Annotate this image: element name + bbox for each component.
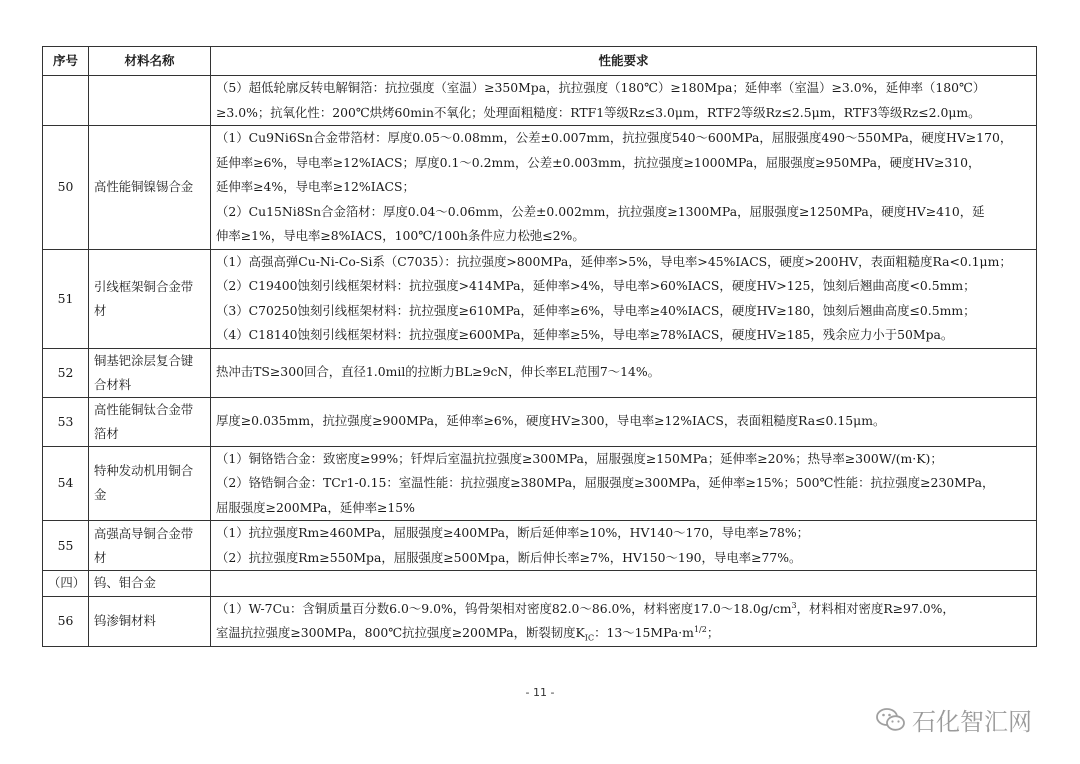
material-name: 高强高导铜合金带材 xyxy=(89,521,211,571)
requirement-line: 延伸率≥4%，导电率≥12%IACS； xyxy=(216,179,415,194)
row-no: 56 xyxy=(43,596,89,646)
table-row xyxy=(43,76,1037,126)
requirements-cell xyxy=(211,596,1037,646)
row-no: 50 xyxy=(43,126,89,250)
row-no: 51 xyxy=(43,249,89,348)
requirement-line: （1）高强高弹Cu-Ni-Co-Si系（C7035）：抗拉强度>800MPa，延伸率>5%，导电率>45%IACS，硬度>200HV，表面粗糙度Ra<0.1μm； xyxy=(216,253,1012,269)
material-name: 钨渗铜材料 xyxy=(89,596,211,646)
requirement-line: （3）C70250蚀刻引线框架材料：抗拉强度≥610MPa，延伸率≥6%，导电率≥40%IACS，硬度HV≥180，蚀刻后翘曲高度≤0.5mm； xyxy=(216,302,976,318)
requirement-line: （1）铜铬锆合金：致密度≥99%；钎焊后室温抗拉强度≥300MPa，屈服强度≥150MPa；延伸率≥20%；热导率≥300W/(m·K)； xyxy=(216,450,943,466)
table-row xyxy=(43,446,1037,521)
requirement-line: ≥3.0%；抗氧化性：200℃烘烤60min不氧化；处理面粗糙度：RTF1等级Rz≤3.0μm，RTF2等级Rz≤2.5μm，RTF3等级Rz≤2.0μm。 xyxy=(216,104,981,120)
material-name: 特种发动机用铜合金 xyxy=(89,446,211,521)
requirement-line: （2）Cu15Ni8Sn合金箔材：厚度0.04～0.06mm，公差±0.002mm，抗拉强度≥1300MPa，屈服强度≥1250MPa，硬度HV≥410，延 xyxy=(216,203,985,219)
requirement-line: （5）超低轮廓反转电解铜箔：抗拉强度（室温）≥350Mpa，抗拉强度（180℃）≥180Mpa；延伸率（室温）≥3.0%，延伸率（180℃） xyxy=(216,80,986,95)
requirement-line: （1）W-7Cu：含铜质量百分数6.0～9.0%，钨骨架相对密度82.0～86.0%，材料密度$17.0\sim 18.0g/cm^3$，材料相对密度R≥97.0%， xyxy=(216,600,955,616)
table-header-row xyxy=(43,47,1037,76)
requirement-line: （2）C19400蚀刻引线框架材料：抗拉强度>414MPa，延伸率>4%，导电率>60%IACS，硬度HV>125，蚀刻后翘曲高度<0.5mm； xyxy=(216,278,976,293)
section-no: （四） xyxy=(43,571,89,597)
requirement-line: 热冲击TS≥300回合，直径1.0mil的拉断力BL≥9cN，伸长率EL范围7～14%。 xyxy=(216,364,661,380)
requirement-line: 延伸率≥6%，导电率≥12%IACS；厚度0.1～0.2mm，公差±0.003mm，抗拉强度≥1000MPa，屈服强度≥950MPa，硬度HV≥310， xyxy=(216,154,981,170)
row-no: 55 xyxy=(43,521,89,571)
table-row xyxy=(43,397,1037,446)
row-no xyxy=(43,76,89,126)
table-row xyxy=(43,521,1037,571)
material-name xyxy=(89,76,211,126)
requirement-line: （2）抗拉强度Rm≥550Mpa，屈服强度≥500Mpa，断后伸长率≥7%，HV150～190，导电率≥77%。 xyxy=(216,549,802,565)
material-name: 高性能铜钛合金带箔材 xyxy=(89,397,211,446)
material-name: 高性能铜镍锡合金 xyxy=(89,126,211,250)
requirement-line: 厚度≥0.035mm，抗拉强度≥900MPa，延伸率≥6%，硬度HV≥300，导电率≥12%IACS，表面粗糙度Ra≤0.15μm。 xyxy=(216,413,886,429)
watermark xyxy=(876,702,1032,737)
table-row xyxy=(43,596,1037,646)
table-row xyxy=(43,126,1037,250)
section-empty-cell xyxy=(211,571,1037,597)
requirement-line: 伸率≥1%，导电率≥8%IACS，100℃/100h条件应力松弛≤2%。 xyxy=(216,228,585,243)
requirements-cell xyxy=(211,76,1037,126)
requirements-cell xyxy=(211,446,1037,521)
row-no: 53 xyxy=(43,397,89,446)
table-row xyxy=(43,249,1037,348)
section-row xyxy=(43,571,1037,597)
col-header-name: 材料名称 xyxy=(89,47,211,76)
col-header-no: 序号 xyxy=(43,47,89,76)
requirements-cell xyxy=(211,348,1037,397)
watermark-text: 石化智汇网 xyxy=(912,708,1032,736)
row-no: 52 xyxy=(43,348,89,397)
requirement-line: 室温抗拉强度≥300MPa，800℃抗拉强度≥200MPa，断裂韧度$K_{IC}$：$13\sim 15MPa\cdot m^{1/2}$； xyxy=(216,624,720,643)
section-title: 钨、钼合金 xyxy=(89,571,211,597)
requirements-cell xyxy=(211,521,1037,571)
material-name: 铜基钯涂层复合键合材料 xyxy=(89,348,211,397)
requirements-cell xyxy=(211,397,1037,446)
page-number: - 11 - xyxy=(525,686,555,699)
table-row xyxy=(43,348,1037,397)
row-no: 54 xyxy=(43,446,89,521)
col-header-req: 性能要求 xyxy=(211,47,1037,76)
requirements-cell xyxy=(211,126,1037,250)
requirement-line: （4）C18140蚀刻引线框架材料：抗拉强度≥600MPa，延伸率≥5%，导电率≥78%IACS，硬度HV≥185，残余应力小于50Mpa。 xyxy=(216,327,954,342)
requirement-line: 屈服强度≥200MPa，延伸率≥15% xyxy=(216,499,415,515)
requirement-line: （1）Cu9Ni6Sn合金带箔材：厚度0.05～0.08mm，公差±0.007mm，抗拉强度540～600MPa，屈服强度490～550MPa，硬度HV≥170， xyxy=(216,130,1013,145)
requirement-line: （2）铬锆铜合金：TCr1-0.15：室温性能：抗拉强度≥380MPa，屈服强度≥300MPa，延伸率≥15%；500℃性能：抗拉强度≥230MPa， xyxy=(216,475,995,490)
requirement-line: （1）抗拉强度Rm≥460MPa，屈服强度≥400MPa，断后延伸率≥10%，HV140～170，导电率≥78%； xyxy=(216,525,810,540)
wechat-icon xyxy=(876,707,906,733)
requirements-cell xyxy=(211,249,1037,348)
material-name: 引线框架铜合金带材 xyxy=(89,249,211,348)
spec-table xyxy=(42,46,1037,647)
